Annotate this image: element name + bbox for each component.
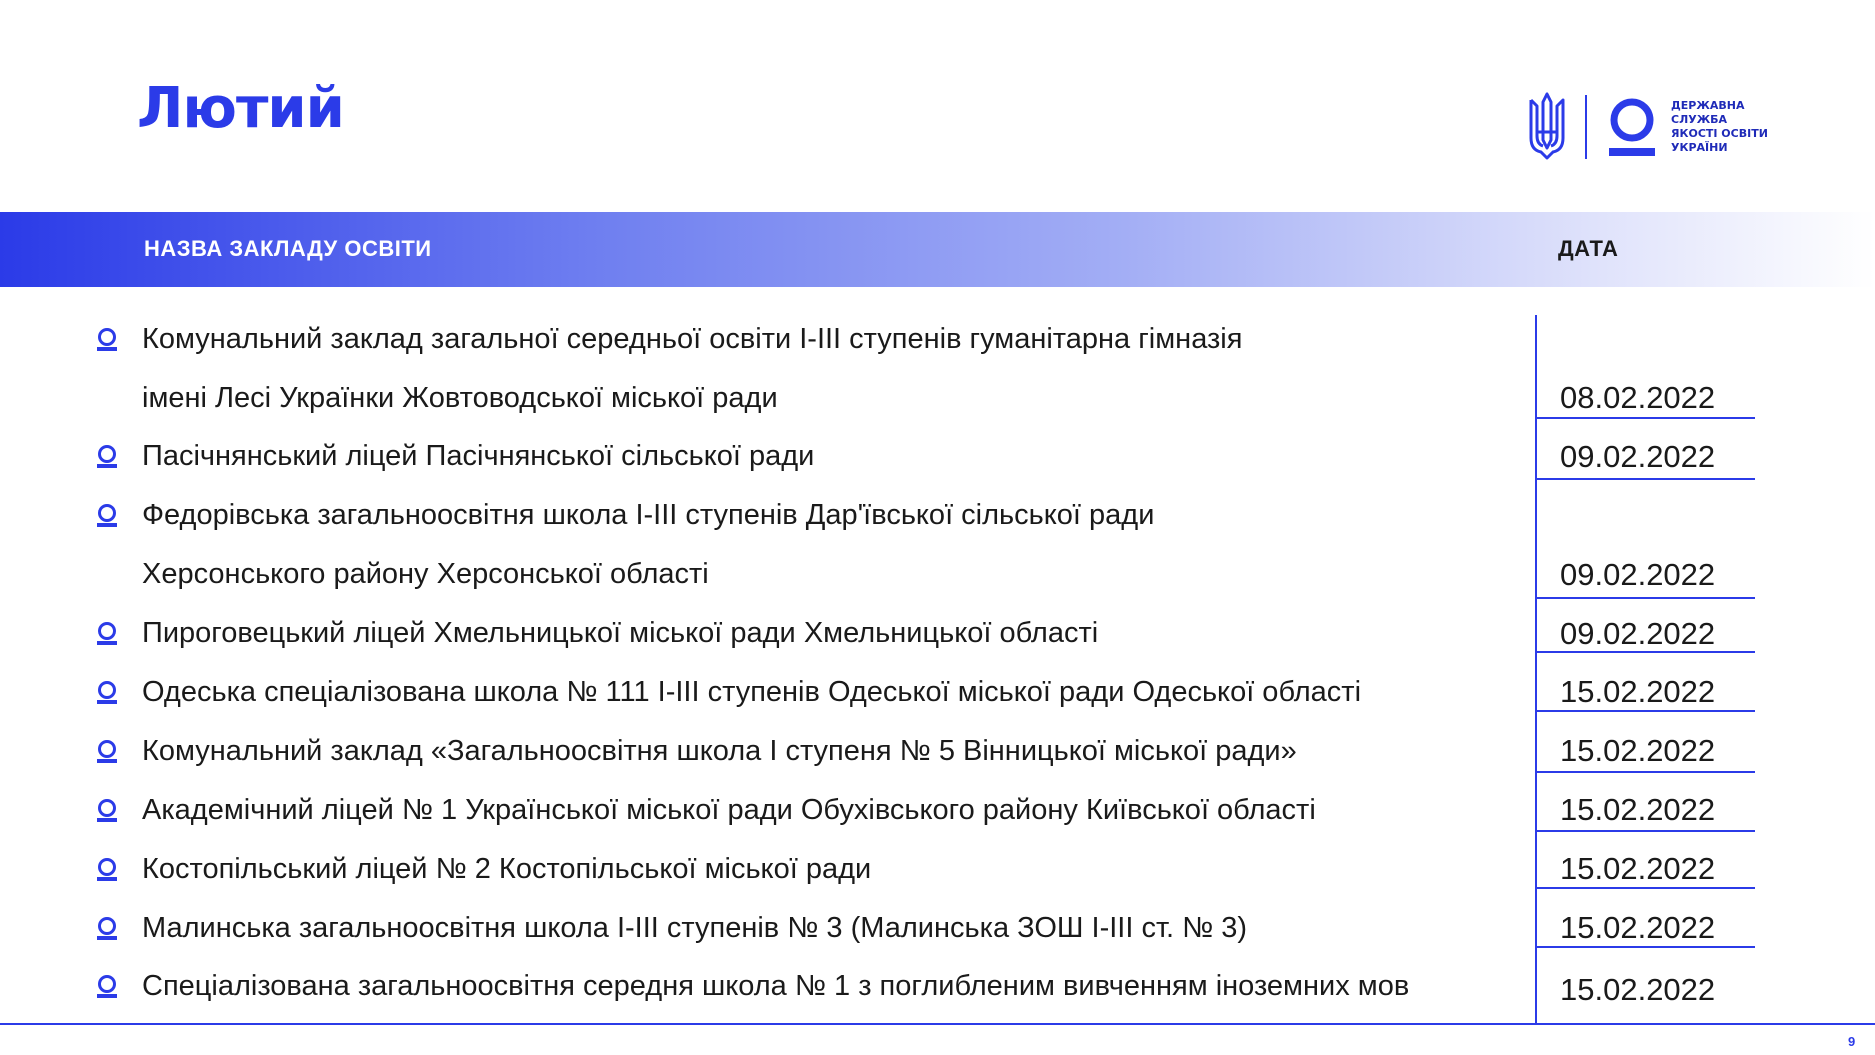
date-underline [1537,597,1755,599]
row-text: Федорівська загальноосвітня школа І-ІІІ ступенів Дар'ївської сільської ради [142,499,1155,531]
row-date: 15.02.2022 [1560,851,1716,886]
row-date: 15.02.2022 [1560,910,1716,945]
page-title: Лютий [137,76,344,141]
bullet-icon [97,740,117,764]
row-text: Херсонського району Херсонської області [142,558,709,590]
row-date: 15.02.2022 [1560,674,1716,709]
date-underline [1537,830,1755,832]
bullet-icon [97,799,117,823]
row-date: 09.02.2022 [1560,439,1716,474]
row-text: імені Лесі Українки Жовтоводської міської ради [142,382,778,414]
row-text: Спеціалізована загальноосвітня середня школа № 1 з поглибленим вивченням іноземних мов [142,970,1410,1002]
bullet-icon [97,622,117,646]
page-number: 9 [1848,1034,1856,1049]
date-underline [1537,946,1755,948]
row-text: Пасічнянський ліцей Пасічнянської сільської ради [142,440,815,472]
date-underline [1537,771,1755,773]
column-header-name: НАЗВА ЗАКЛАДУ ОСВІТИ [144,236,432,261]
date-underline [1537,710,1755,712]
row-text: Комунальний заклад «Загальноосвітня школа І ступеня № 5 Вінницької міської ради» [142,735,1297,767]
row-text: Одеська спеціалізована школа № 111 І-ІІІ ступенів Одеської міської ради Одеської області [142,676,1362,708]
row-text: Академічний ліцей № 1 Української міської ради Обухівського району Київської області [142,794,1316,826]
table-header [0,212,1875,287]
agency-name-line: ЯКОСТІ ОСВІТИ [1671,127,1768,140]
row-text: Комунальний заклад загальної середньої освіти І-ІІІ ступенів гуманітарна гімназія [142,323,1243,355]
agency-name-line: УКРАЇНИ [1671,141,1728,154]
row-date: 15.02.2022 [1560,733,1716,768]
column-divider [1535,315,1537,1023]
row-date: 15.02.2022 [1560,792,1716,827]
row-text: Пироговецький ліцей Хмельницької міської ради Хмельницької області [142,617,1099,649]
agency-name-line: СЛУЖБА [1671,113,1728,126]
agency-logo [1525,92,1768,162]
date-underline [1537,478,1755,480]
date-underline [1537,417,1755,419]
agency-name-line: ДЕРЖАВНА [1671,99,1745,112]
bullet-icon [97,975,117,999]
trident-icon [1525,92,1569,162]
date-underline [1537,887,1755,889]
row-date: 15.02.2022 [1560,972,1716,1007]
row-date: 09.02.2022 [1560,616,1716,651]
bullet-icon [97,858,117,882]
bottom-rule [0,1023,1875,1025]
date-underline [1537,651,1755,653]
row-text: Малинська загальноосвітня школа І-ІІІ ступенів № 3 (Малинська ЗОШ І-ІІІ ст. № 3) [142,912,1248,944]
bullet-icon [97,917,117,941]
agency-name [1671,99,1768,155]
ring-icon [1607,96,1657,158]
column-header-date: ДАТА [1558,236,1619,261]
bullet-icon [97,504,117,528]
logo-divider [1585,95,1587,159]
row-text: Костопільський ліцей № 2 Костопільської міської ради [142,853,872,885]
row-date: 08.02.2022 [1560,380,1716,415]
bullet-icon [97,328,117,352]
row-date: 09.02.2022 [1560,557,1716,592]
bullet-icon [97,445,117,469]
bullet-icon [97,681,117,705]
